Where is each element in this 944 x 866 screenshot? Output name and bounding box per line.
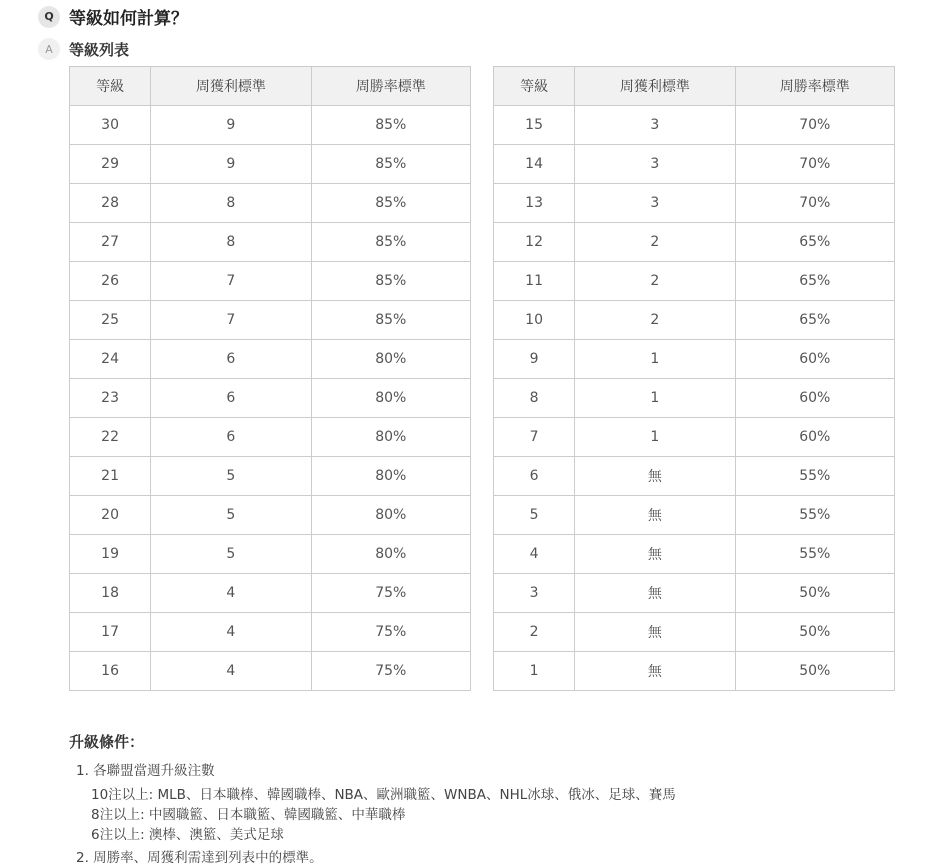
table-row [70, 496, 471, 535]
cell-weekly-profit: 無 [575, 652, 735, 691]
cell-weekly-profit: 8 [151, 184, 311, 223]
cell-grade: 6 [494, 457, 575, 496]
table-row [494, 574, 895, 613]
cell-weekly-winrate: 55% [735, 496, 894, 535]
cell-grade: 15 [494, 106, 575, 145]
condition-sub-3: 6注以上: 澳棒、澳籃、美式足球 [91, 827, 284, 843]
condition-sub-1: 10注以上: MLB、日本職棒、韓國職棒、NBA、歐洲職籃、WNBA、NHL冰球、俄冰、足球、賽馬 [91, 787, 676, 803]
table-row [70, 106, 471, 145]
table-header-row [70, 67, 471, 106]
question-text: 等級如何計算？ [69, 9, 188, 29]
cell-weekly-profit: 3 [575, 145, 735, 184]
cell-grade: 22 [70, 418, 151, 457]
cell-weekly-winrate: 70% [735, 184, 894, 223]
cell-weekly-profit: 9 [151, 145, 311, 184]
table-row [494, 301, 895, 340]
header-weekly-profit: 周獲利標準 [575, 67, 735, 106]
cell-weekly-profit: 2 [575, 301, 735, 340]
cell-weekly-profit: 7 [151, 301, 311, 340]
cell-weekly-winrate: 80% [311, 418, 470, 457]
cell-weekly-profit: 3 [575, 106, 735, 145]
cell-grade: 19 [70, 535, 151, 574]
answer-title: 等級列表 [69, 40, 130, 59]
cell-grade: 7 [494, 418, 575, 457]
cell-weekly-winrate: 85% [311, 223, 470, 262]
cell-weekly-profit: 無 [575, 457, 735, 496]
cell-grade: 11 [494, 262, 575, 301]
table-row [494, 535, 895, 574]
cell-weekly-profit: 5 [151, 457, 311, 496]
cell-weekly-profit: 6 [151, 379, 311, 418]
cell-grade: 28 [70, 184, 151, 223]
cell-weekly-winrate: 65% [735, 301, 894, 340]
table-row [70, 223, 471, 262]
cell-weekly-winrate: 80% [311, 340, 470, 379]
table-row [494, 379, 895, 418]
cell-grade: 29 [70, 145, 151, 184]
cell-grade: 24 [70, 340, 151, 379]
cell-weekly-winrate: 80% [311, 535, 470, 574]
table-row [494, 418, 895, 457]
header-grade: 等級 [494, 67, 575, 106]
table-row [70, 301, 471, 340]
cell-weekly-winrate: 85% [311, 301, 470, 340]
cell-weekly-winrate: 60% [735, 340, 894, 379]
grade-table-right [493, 66, 895, 691]
cell-weekly-winrate: 65% [735, 262, 894, 301]
condition-item-2: 2. 周勝率、周獲利需達到列表中的標準。 [76, 850, 323, 866]
cell-weekly-winrate: 85% [311, 262, 470, 301]
cell-weekly-winrate: 70% [735, 145, 894, 184]
cell-grade: 10 [494, 301, 575, 340]
table-row [494, 340, 895, 379]
table-row [70, 652, 471, 691]
cell-grade: 25 [70, 301, 151, 340]
cell-weekly-profit: 無 [575, 574, 735, 613]
cell-weekly-profit: 無 [575, 613, 735, 652]
cell-grade: 17 [70, 613, 151, 652]
table-row [494, 223, 895, 262]
table-row [494, 145, 895, 184]
cell-weekly-winrate: 75% [311, 613, 470, 652]
cell-grade: 4 [494, 535, 575, 574]
table-row [494, 262, 895, 301]
cell-weekly-profit: 3 [575, 184, 735, 223]
table-row [494, 106, 895, 145]
cell-weekly-winrate: 75% [311, 574, 470, 613]
cell-weekly-profit: 5 [151, 496, 311, 535]
cell-grade: 21 [70, 457, 151, 496]
table-row [70, 574, 471, 613]
table-row [70, 457, 471, 496]
table-row [494, 652, 895, 691]
question-badge: Q [38, 6, 60, 28]
header-grade: 等級 [70, 67, 151, 106]
cell-weekly-profit: 無 [575, 535, 735, 574]
cell-grade: 20 [70, 496, 151, 535]
table-row [494, 184, 895, 223]
cell-weekly-winrate: 50% [735, 574, 894, 613]
table-row [494, 457, 895, 496]
cell-weekly-winrate: 70% [735, 106, 894, 145]
table-row [70, 184, 471, 223]
table-row [70, 379, 471, 418]
cell-grade: 30 [70, 106, 151, 145]
question-row [38, 4, 188, 29]
header-weekly-profit: 周獲利標準 [151, 67, 311, 106]
answer-badge: A [38, 38, 60, 60]
table-row [70, 418, 471, 457]
cell-weekly-profit: 5 [151, 535, 311, 574]
table-row [494, 496, 895, 535]
table-row [70, 535, 471, 574]
cell-grade: 26 [70, 262, 151, 301]
cell-weekly-profit: 7 [151, 262, 311, 301]
cell-weekly-profit: 1 [575, 379, 735, 418]
cell-weekly-profit: 6 [151, 340, 311, 379]
cell-weekly-profit: 4 [151, 613, 311, 652]
cell-grade: 16 [70, 652, 151, 691]
cell-grade: 18 [70, 574, 151, 613]
cell-weekly-winrate: 50% [735, 652, 894, 691]
table-row [494, 613, 895, 652]
condition-sub-2: 8注以上: 中國職籃、日本職籃、韓國職籃、中華職棒 [91, 807, 406, 823]
cell-weekly-winrate: 55% [735, 457, 894, 496]
cell-grade: 1 [494, 652, 575, 691]
cell-weekly-winrate: 85% [311, 184, 470, 223]
cell-grade: 23 [70, 379, 151, 418]
cell-weekly-profit: 4 [151, 652, 311, 691]
table-header-row [494, 67, 895, 106]
table-row [70, 613, 471, 652]
cell-weekly-winrate: 50% [735, 613, 894, 652]
cell-grade: 27 [70, 223, 151, 262]
cell-weekly-profit: 1 [575, 340, 735, 379]
cell-weekly-winrate: 55% [735, 535, 894, 574]
grade-table-left [69, 66, 471, 691]
cell-grade: 9 [494, 340, 575, 379]
cell-grade: 8 [494, 379, 575, 418]
cell-weekly-profit: 無 [575, 496, 735, 535]
cell-weekly-winrate: 80% [311, 379, 470, 418]
header-weekly-winrate: 周勝率標準 [735, 67, 894, 106]
table-row [70, 340, 471, 379]
cell-weekly-profit: 4 [151, 574, 311, 613]
condition-item-1: 1. 各聯盟當週升級注數 [76, 763, 215, 779]
upgrade-conditions-title: 升級條件： [69, 733, 145, 751]
cell-weekly-winrate: 65% [735, 223, 894, 262]
cell-weekly-winrate: 85% [311, 145, 470, 184]
cell-weekly-profit: 6 [151, 418, 311, 457]
answer-row [38, 38, 129, 60]
cell-weekly-winrate: 80% [311, 457, 470, 496]
table-row [70, 262, 471, 301]
cell-grade: 3 [494, 574, 575, 613]
cell-weekly-winrate: 80% [311, 496, 470, 535]
cell-grade: 5 [494, 496, 575, 535]
table-row [70, 145, 471, 184]
cell-weekly-profit: 2 [575, 262, 735, 301]
cell-weekly-winrate: 75% [311, 652, 470, 691]
cell-grade: 14 [494, 145, 575, 184]
cell-grade: 13 [494, 184, 575, 223]
cell-weekly-profit: 1 [575, 418, 735, 457]
cell-grade: 12 [494, 223, 575, 262]
header-weekly-winrate: 周勝率標準 [311, 67, 470, 106]
cell-weekly-winrate: 60% [735, 379, 894, 418]
cell-weekly-winrate: 60% [735, 418, 894, 457]
cell-weekly-profit: 2 [575, 223, 735, 262]
cell-grade: 2 [494, 613, 575, 652]
cell-weekly-profit: 9 [151, 106, 311, 145]
cell-weekly-profit: 8 [151, 223, 311, 262]
cell-weekly-winrate: 85% [311, 106, 470, 145]
